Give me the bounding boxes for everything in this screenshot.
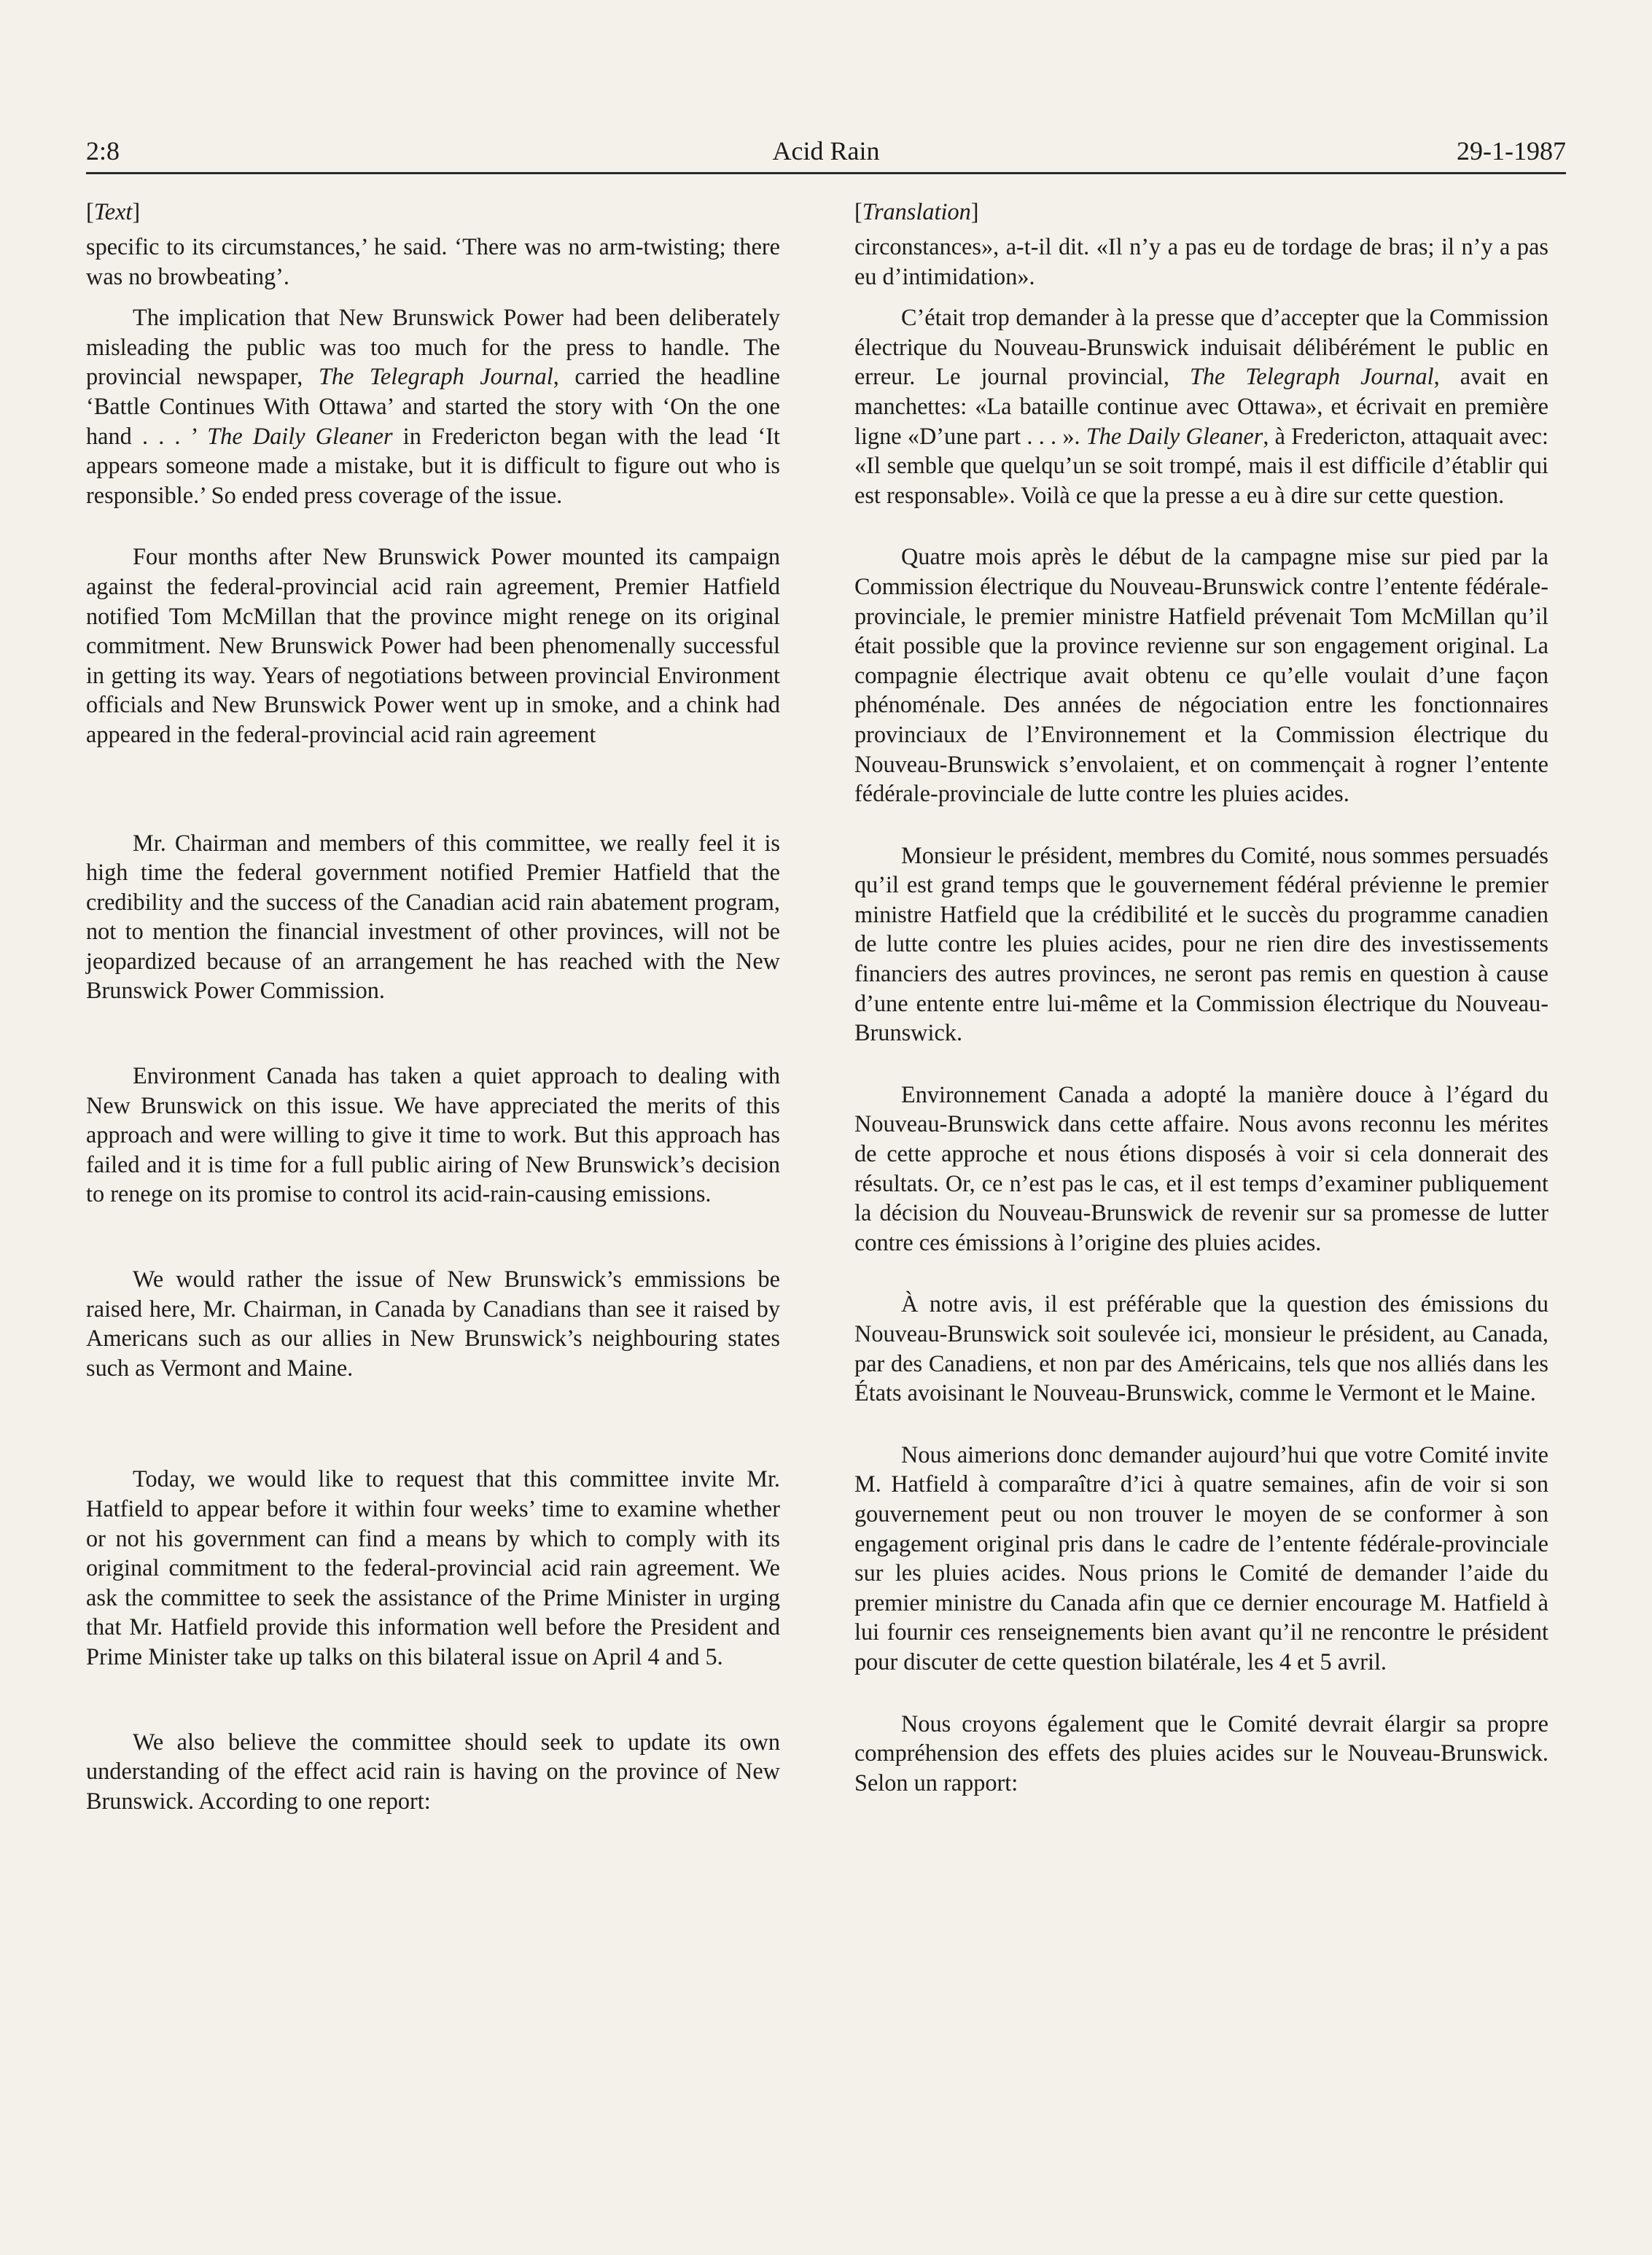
column-label-translation: [ Translation ] (854, 197, 1548, 232)
document-title: Acid Rain (772, 136, 880, 165)
page-header (86, 124, 1566, 174)
paragraph: Monsieur le président, membres du Comité, nous sommes persuadés qu’il est grand temps que le gouvernement fédéral prévienne le premier ministre Hatfield que la crédibilité et le succès du programme canadien de lutte contre les pluies acides, pour ne rien dire des investissements financiers des autres provinces, ne seront pas remis en question à cause d’une entente entre lui-même et la Commission électrique du Nouveau-Brunswick. (854, 841, 1548, 1046)
paragraph: Nous croyons également que le Comité devrait élargir sa propre compréhension des effets des pluies acides sur le Nouveau-Brunswick. Selon un rapport: (854, 1710, 1548, 1796)
english-column (86, 197, 780, 1815)
document-date: 29-1-1987 (1457, 136, 1566, 165)
french-column (854, 197, 1548, 1797)
paragraph: Today, we would like to request that this committee invite Mr. Hatfield to appear before it within four weeks’ time to examine whether or not his government can find a means by which to comply with its original commitment to the federal-provincial acid rain agreement. We ask the committee to seek the assistance of the Prime Minister in urging that Mr. Hatfield provide this information well before the President and Prime Minister take up talks on this bilateral issue on April 4 and 5. (86, 1465, 780, 1670)
column-label-text: [ Text ] (86, 197, 780, 232)
paragraph: Environnement Canada a adopté la manière douce à l’égard du Nouveau-Brunswick dans cette affaire. Nous avons reconnu les mérites de cette approche et nous étions disposés à voir si cela donnerait des résultats. Or, ce n’est pas le cas, et il est temps d’examiner publiquement la décision du Nouveau-Brunswick de revenir sur sa promesse de lutter contre ces émissions à l’origine des pluies acides. (854, 1080, 1548, 1255)
paragraph: Quatre mois après le début de la campagne mise sur pied par la Commission électrique du Nouveau-Brunswick contre l’entente fédérale-provinciale, le premier ministre Hatfield prévenait Tom McMillan qu’il était possible que la province revienne sur son engagement original. La compagnie électrique avait obtenu ce qu’elle voulait d’une façon phénoménale. Des années de négociation entre les fonctionnaires provinciaux de l’Environnement et la Commission électrique du Nouveau-Brunswick s’envolaient, et on commençait à rogner l’entente fédérale-provinciale de lutte contre les pluies acides. (854, 543, 1548, 807)
paragraph: Four months after New Brunswick Power mounted its campaign against the federal-provincial acid rain agreement, Premier Hatfield notified Tom McMillan that the province might renege on its original commitment. New Brunswick Power had been phenomenally successful in getting its way. Years of negotiations between provincial Environment officials and New Brunswick Power went up in smoke, and a chink had appeared in the federal-provincial acid rain agreement (86, 543, 780, 747)
paragraph: We also believe the committee should seek to update its own understanding of the effect acid rain is having on the province of New Brunswick. According to one report: (86, 1728, 780, 1814)
paragraph: We would rather the issue of New Brunswick’s emmissions be raised here, Mr. Chairman, in Canada by Canadians than see it raised by Americans such as our allies in New Brunswick’s neighbouring states such as Vermont and Maine. (86, 1266, 780, 1381)
paragraph: Environment Canada has taken a quiet approach to dealing with New Brunswick on this issue. We have appreciated the merits of this approach and were willing to give it time to work. But this approach has failed and it is time for a full public airing of New Brunswick’s decision to renege on its promise to control its acid-rain-causing emissions. (86, 1062, 780, 1207)
paragraph: À notre avis, il est préférable que la question des émissions du Nouveau-Brunswick soit soulevée ici, monsieur le président, au Canada, par des Canadiens, et non par des Américains, tels que nos alliés dans les États avoisinant le Nouveau-Brunswick, comme le Vermont et le Maine. (854, 1290, 1548, 1406)
paragraph: Mr. Chairman and members of this committee, we really feel it is high time the federal government notified Premier Hatfield that the credibility and the success of the Canadian acid rain abatement program, not to mention the financial investment of other provinces, will not be jeopardized because of an arrangement he has reached with the New Brunswick Power Commission. (86, 829, 780, 1004)
paragraph: specific to its circumstances,’ he said. ‘There was no arm-twisting; there was no browbeating’. (86, 233, 780, 289)
paragraph: The implication that New Brunswick Power had been deliberately misleading the public was too much for the press to handle. The provincial newspaper, The Telegraph Journal, carried the headline ‘Battle Continues With Ottawa’ and started the story with ‘On the one hand . . . ’ The Daily Gleaner in Fredericton began with the lead ‘It appears someone made a mistake, but it is difficult to figure out who is responsible.’ So ended press coverage of the issue. (86, 304, 781, 508)
page-number: 2:8 (86, 136, 120, 165)
paragraph: Nous aimerions donc demander aujourd’hui que votre Comité invite M. Hatfield à comparaître d’ici à quatre semaines, afin de voir si son gouvernement peut ou non trouver le moyen de se conformer à son engagement original pris dans le cadre de l’entente fédérale-provinciale sur les pluies acides. Nous prions le Comité de demander l’aide du premier ministre du Canada afin que ce dernier encourage M. Hatfield à lui fournir ces renseignements bien avant qu’il ne rencontre le président pour discuter de cette question bilatérale, les 4 et 5 avril. (854, 1441, 1548, 1675)
paragraph: C’était trop demander à la presse que d’accepter que la Commission électrique du Nouveau-Brunswick induisait délibérément le public en erreur. Le journal provincial, The Telegraph Journal, avait en manchettes: «La bataille continue avec Ottawa», et écrivait en première ligne «D’une part . . . ». The Daily Gleaner, à Fredericton, attaquait avec: «Il semble que quelqu’un se soit trompé, mais il est difficile d’établir qui est responsable». Voilà ce que la presse a eu à dire sur cette question. (854, 304, 1548, 508)
paragraph: circonstances», a-t-il dit. «Il n’y a pas eu de tordage de bras; il n’y a pas eu d’intimidation». (854, 233, 1548, 289)
